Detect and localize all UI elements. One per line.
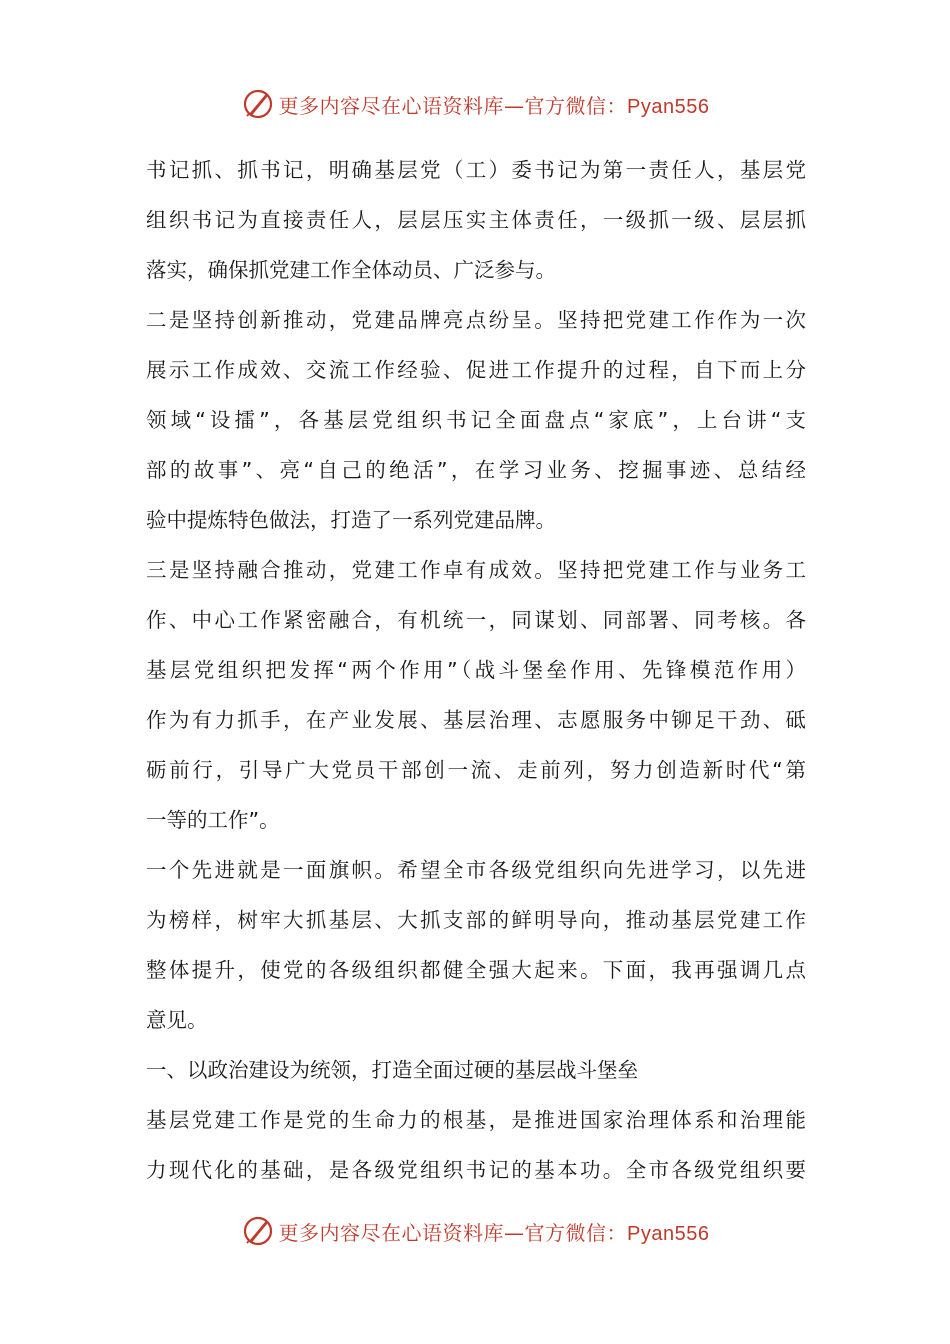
quill-logo-icon [241,1214,275,1248]
body-line: 意见。 [146,1008,208,1032]
header-watermark-text: 更多内容尽在心语资料库—官方微信：Pyan556 [278,93,710,118]
header-wechat-id: Pyan556 [627,95,710,118]
footer-wechat-id: Pyan556 [627,1222,710,1245]
document-body [146,145,806,1195]
header-watermark [0,84,950,124]
body-line: 基层党组织把发挥“两个作用”（战斗堡垒作用、先锋模范作用） [146,658,806,682]
body-line: 一等的工作”。 [146,808,280,832]
body-line: 二是坚持创新推动，党建品牌亮点纷呈。坚持把党建工作作为一次 [146,308,806,332]
body-line: 展示工作成效、交流工作经验、促进工作提升的过程，自下而上分 [146,358,806,382]
footer-watermark [0,1211,950,1251]
body-line: 一个先进就是一面旗帜。希望全市各级党组织向先进学习，以先进 [146,858,806,882]
body-line: 整体提升，使党的各级组织都健全强大起来。下面，我再强调几点 [146,958,806,982]
body-line: 部的故事”、亮“自己的绝活”，在学习业务、挖掘事迹、总结经 [146,458,806,482]
body-line: 基层党建工作是党的生命力的根基，是推进国家治理体系和治理能 [146,1108,806,1132]
footer-watermark-text: 更多内容尽在心语资料库—官方微信：Pyan556 [278,1220,710,1245]
body-line: 落实，确保抓党建工作全体动员、广泛参与。 [146,258,556,282]
quill-logo-icon [241,87,275,121]
body-line: 作、中心工作紧密融合，有机统一，同谋划、同部署、同考核。各 [146,608,806,632]
body-line: 作为有力抓手，在产业发展、基层治理、志愿服务中铆足干劲、砥 [146,708,806,732]
section-heading: 一、以政治建设为统领，打造全面过硬的基层战斗堡垒 [146,1058,638,1082]
body-line: 力现代化的基础，是各级党组织书记的基本功。全市各级党组织要 [146,1158,806,1182]
body-line: 砺前行，引导广大党员干部创一流、走前列，努力创造新时代“第 [146,758,806,782]
body-line: 为榜样，树牢大抓基层、大抓支部的鲜明导向，推动基层党建工作 [146,908,806,932]
body-line: 书记抓、抓书记，明确基层党（工）委书记为第一责任人，基层党 [146,158,806,182]
body-line: 领域“设擂”，各基层党组织书记全面盘点“家底”，上台讲“支 [146,408,806,432]
body-line: 组织书记为直接责任人，层层压实主体责任，一级抓一级、层层抓 [146,208,806,232]
body-line: 验中提炼特色做法，打造了一系列党建品牌。 [146,508,556,532]
body-line: 三是坚持融合推动，党建工作卓有成效。坚持把党建工作与业务工 [146,558,806,582]
